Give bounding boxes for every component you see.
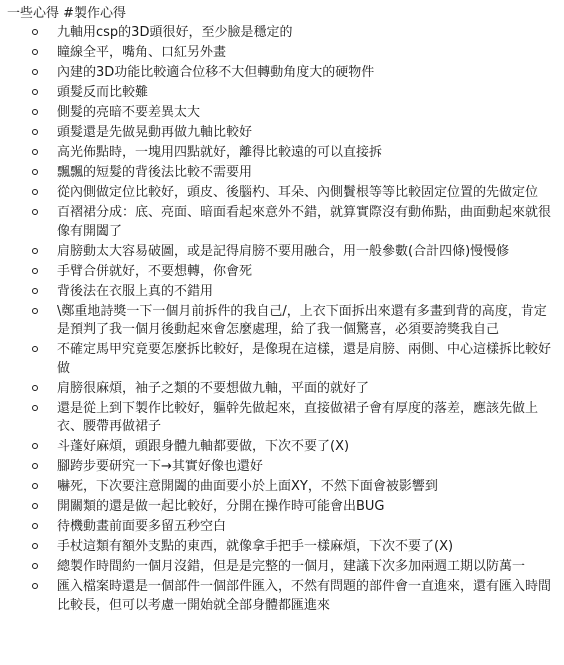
bullet-circle-icon bbox=[32, 49, 38, 55]
list-item-text: 開關類的還是做一起比較好，分開在操作時可能會出BUG bbox=[57, 499, 385, 514]
list-item-text: 嚇死，下次要注意開闔的曲面要小於上面XY，不然下面會被影響到 bbox=[57, 479, 438, 494]
bullet-circle-icon bbox=[32, 189, 38, 195]
list-item-text: 不確定馬甲究竟要怎麼拆比較好，是像現在這樣，還是肩膀、兩側、中心這樣拆比較好做 bbox=[57, 342, 552, 376]
list-item bbox=[7, 380, 554, 399]
list-item-text: 待機動畫前面要多留五秒空白 bbox=[57, 519, 227, 534]
bullet-circle-icon bbox=[32, 69, 38, 75]
list-item bbox=[7, 263, 554, 282]
list-item-text: 手杖這類有額外支點的東西，就像拿手把手一樣麻煩，下次不要了(X) bbox=[57, 539, 454, 554]
list-item bbox=[7, 104, 554, 123]
page-title: 一些心得 #製作心得 bbox=[7, 6, 127, 21]
list-item bbox=[7, 124, 554, 143]
bullet-circle-icon bbox=[32, 503, 38, 509]
bullet-circle-icon bbox=[32, 248, 38, 254]
list-item-text: 高光佈點時，一塊用四點就好，離得比較遠的可以直接拆 bbox=[57, 145, 383, 160]
list-item bbox=[7, 578, 554, 615]
list-item-text: 百褶裙分成：底、亮面、暗面看起來意外不錯，就算實際沒有動佈點，曲面動起來就很像有開闔了 bbox=[57, 205, 552, 239]
list-item-text: 內建的3D功能比較適合位移不大但轉動角度大的硬物件 bbox=[57, 65, 375, 80]
list-item bbox=[7, 243, 554, 262]
bullet-circle-icon bbox=[32, 129, 38, 135]
bullet-circle-icon bbox=[32, 563, 38, 569]
list-item-text: 肩膀很麻煩，袖子之類的不要想做九軸，平面的就好了 bbox=[57, 380, 370, 396]
list-item-text: 匯入檔案時還是一個部件一個部件匯入，不然有問題的部件會一直進來，還有匯入時間比較長，但可以考慮一開始就全部身體都匯進來 bbox=[57, 579, 552, 613]
list-item bbox=[7, 184, 554, 203]
list-item-text: 背後法在衣服上真的不錯用 bbox=[57, 283, 214, 299]
list-item bbox=[7, 283, 554, 302]
bullet-circle-icon bbox=[32, 523, 38, 529]
list-item-text: 頭髮還是先做晃動再做九軸比較好 bbox=[57, 125, 253, 140]
list-item bbox=[7, 438, 554, 457]
list-item bbox=[7, 518, 554, 537]
bullet-circle-icon bbox=[32, 308, 38, 314]
bullet-circle-icon bbox=[32, 149, 38, 155]
bullet-circle-icon bbox=[32, 209, 38, 215]
list-item-text: 手臂合併就好，不要想轉，你會死 bbox=[57, 263, 253, 279]
list-item bbox=[7, 24, 554, 43]
list-item-text: 斗蓬好麻煩，頭跟身體九軸都要做，下次不要了(X) bbox=[57, 439, 350, 454]
list-item bbox=[7, 538, 554, 557]
bullet-circle-icon bbox=[32, 169, 38, 175]
list-item bbox=[7, 164, 554, 183]
list-item bbox=[7, 144, 554, 163]
list-item-text: 飄飄的短髮的背後法比較不需要用 bbox=[57, 165, 253, 180]
list-item-text: \鄭重地詩獎一下一個月前拆件的我自己/，上衣下面拆出來還有多畫到背的高度，肯定是預判了我一個月後動起來會怎麼處理，給了我一個驚喜，必須要誇獎我自己 bbox=[57, 303, 547, 337]
bullet-circle-icon bbox=[32, 89, 38, 95]
list-item bbox=[7, 400, 554, 437]
list-item-text: 瞳線全平，嘴角、口紅另外畫 bbox=[57, 45, 227, 60]
bullet-circle-icon bbox=[32, 463, 38, 469]
bullet-circle-icon bbox=[32, 385, 38, 391]
list-item bbox=[7, 478, 554, 497]
bullet-circle-icon bbox=[32, 109, 38, 115]
bullet-circle-icon bbox=[32, 583, 38, 589]
list-item bbox=[7, 341, 554, 378]
bullet-circle-icon bbox=[32, 405, 38, 411]
list-item-text: 總製作時間約一個月沒錯，但是是完整的一個月，建議下次多加兩週工期以防萬一 bbox=[57, 559, 526, 574]
list-item bbox=[7, 458, 554, 477]
bullet-circle-icon bbox=[32, 543, 38, 549]
bullet-circle-icon bbox=[32, 268, 38, 274]
list-item bbox=[7, 498, 554, 517]
bullet-circle-icon bbox=[32, 443, 38, 449]
list-item bbox=[7, 303, 554, 340]
list-item-text: 側髮的亮暗不要差異太大 bbox=[57, 105, 201, 120]
notes-list bbox=[7, 24, 554, 615]
bullet-circle-icon bbox=[32, 346, 38, 352]
list-item-text: 九軸用csp的3D頭很好，至少臉是穩定的 bbox=[57, 25, 293, 40]
bullet-circle-icon bbox=[32, 483, 38, 489]
list-item-text: 還是從上到下製作比較好，軀幹先做起來，直接做裙子會有厚度的落差，應該先做上衣、腰帶再做裙子 bbox=[57, 400, 539, 434]
bullet-circle-icon bbox=[32, 288, 38, 294]
list-item-text: 腳跨步要研究一下→其實好像也還好 bbox=[57, 459, 263, 474]
list-item bbox=[7, 64, 554, 83]
list-item bbox=[7, 44, 554, 63]
list-item bbox=[7, 84, 554, 103]
list-item-text: 頭髮反而比較難 bbox=[57, 85, 149, 100]
bullet-circle-icon bbox=[32, 29, 38, 35]
list-item-text: 肩膀動太大容易破圖，或是記得肩膀不要用融合，用一般參數(合計四條)慢慢修 bbox=[57, 243, 510, 259]
list-item bbox=[7, 204, 554, 241]
list-item bbox=[7, 558, 554, 577]
list-item-text: 從內側做定位比較好，頭皮、後腦杓、耳朵、內側鬢根等等比較固定位置的先做定位 bbox=[57, 185, 539, 200]
